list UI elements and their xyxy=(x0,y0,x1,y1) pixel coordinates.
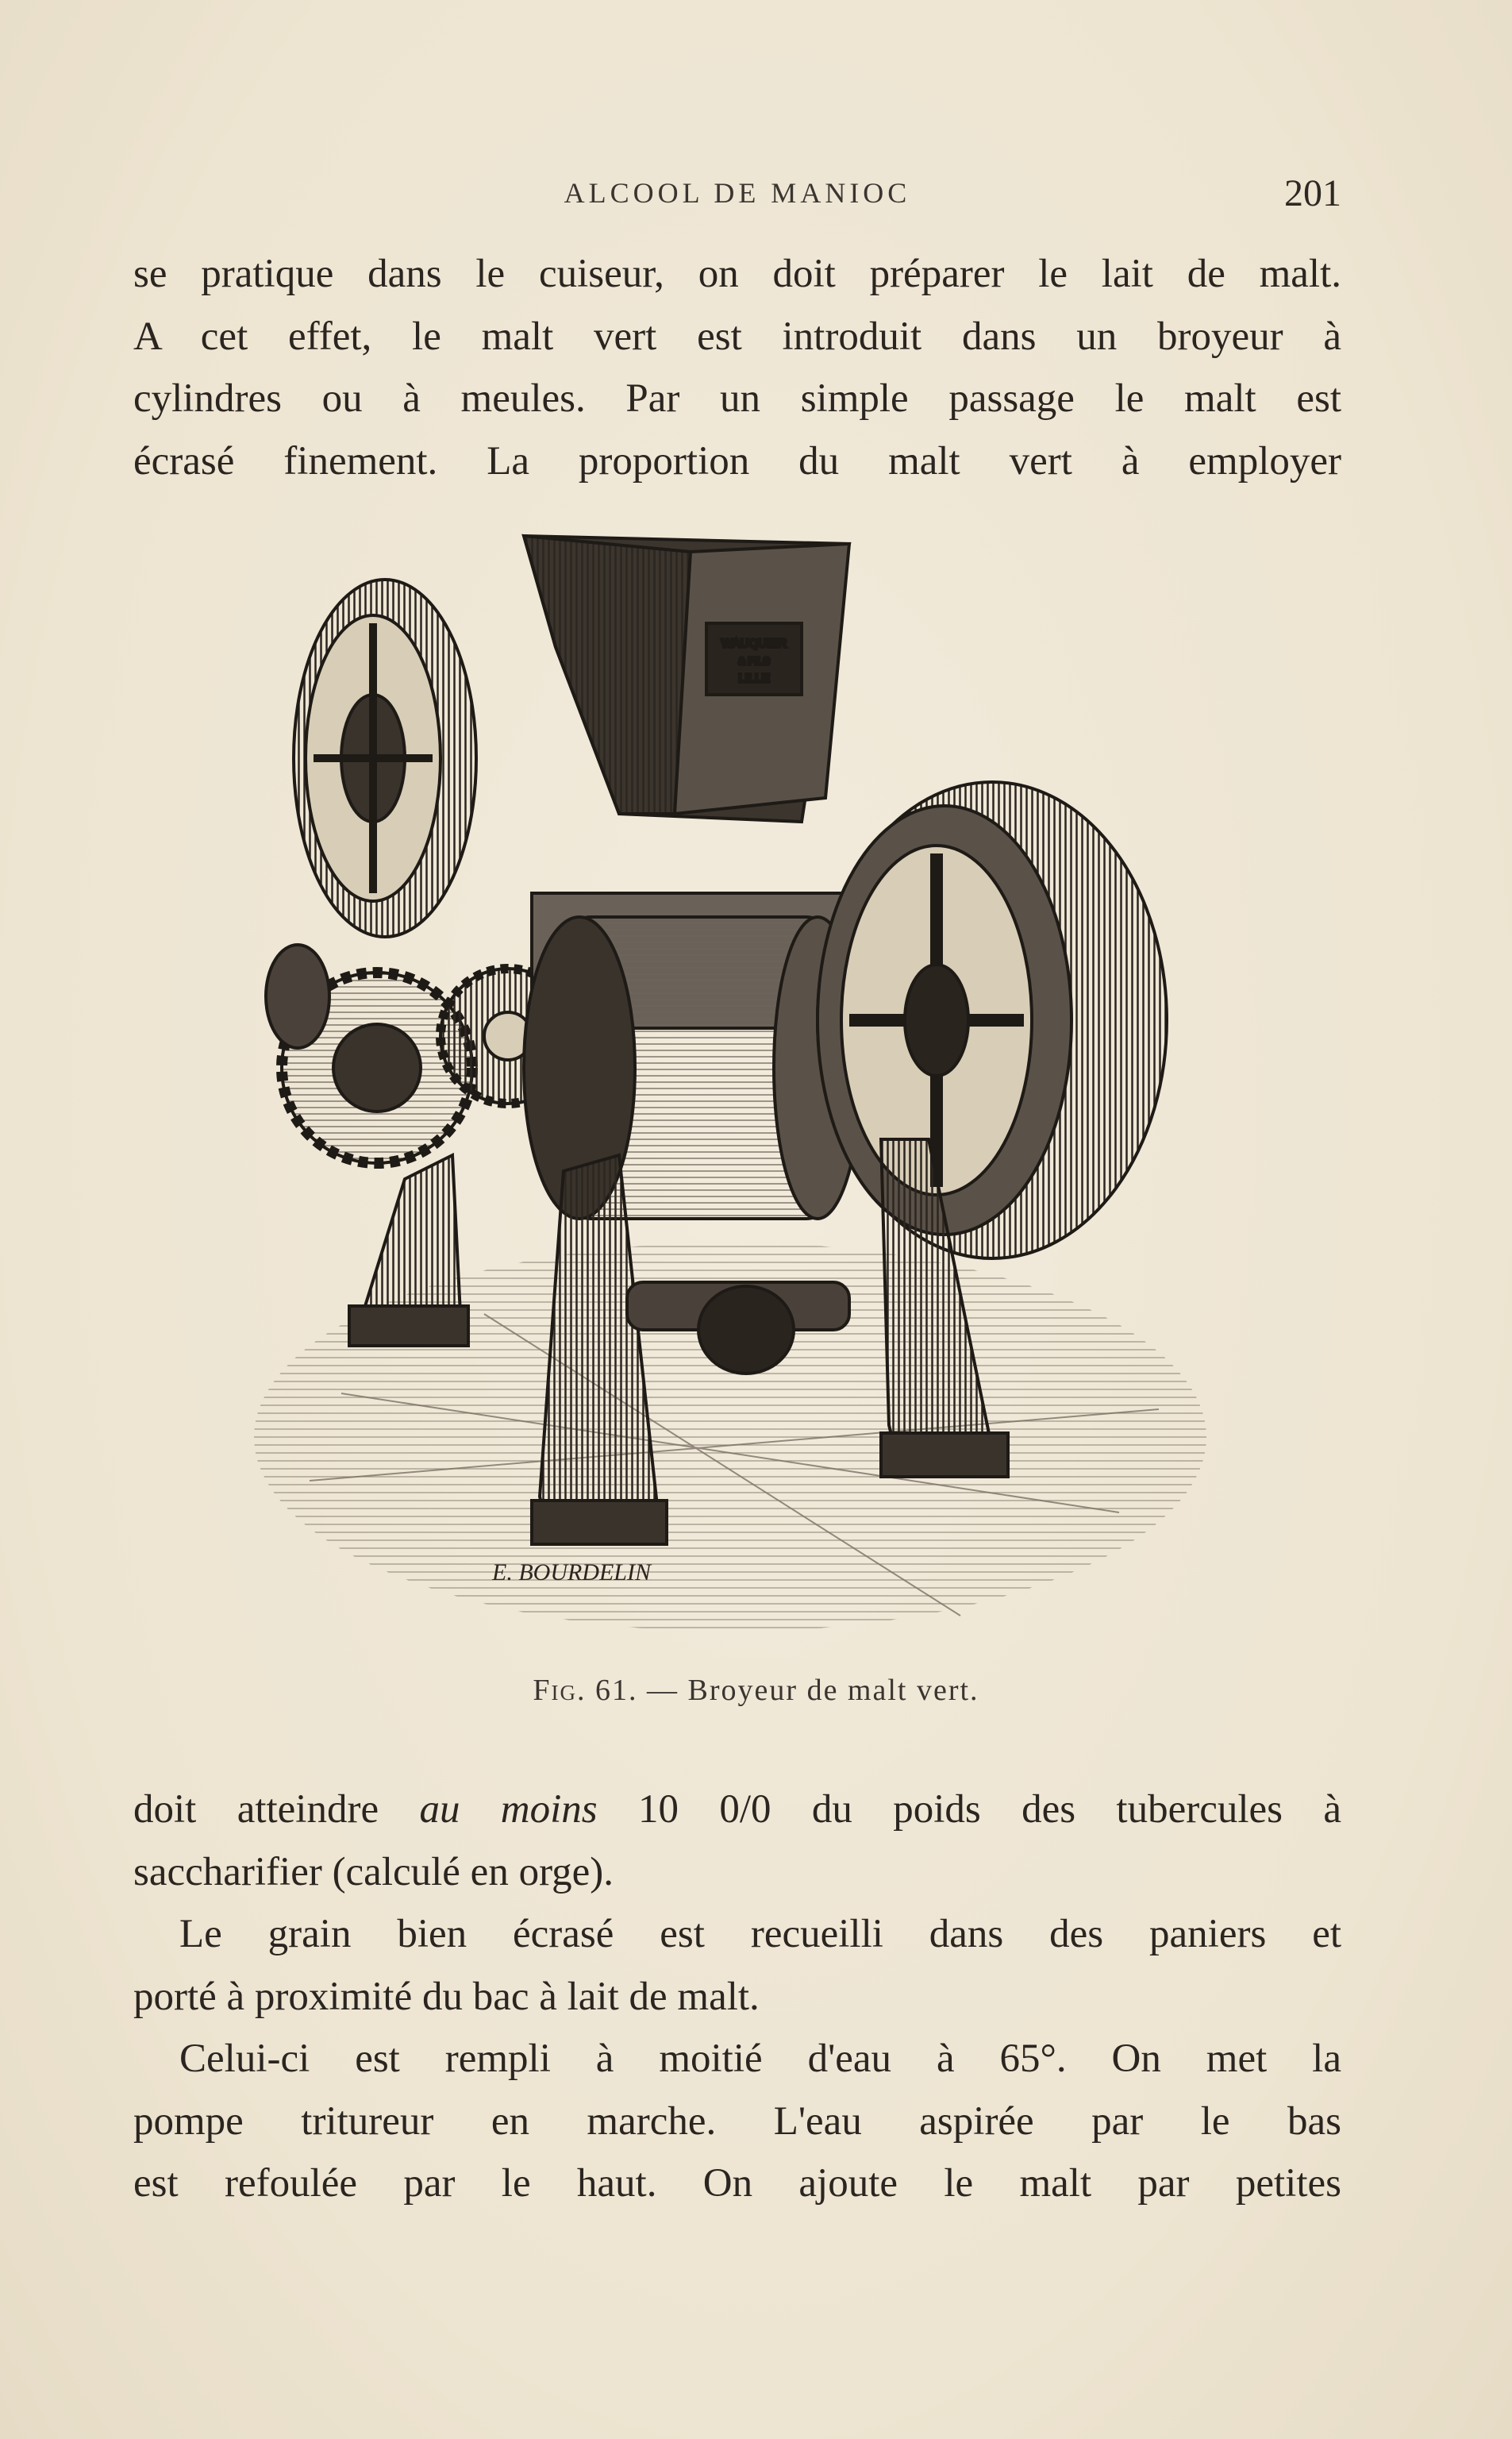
text-line: écrasé finement. La proportion du malt vert à employer xyxy=(133,438,1341,484)
text-line: est refoulée par le haut. On ajoute le malt par petites xyxy=(133,2161,1341,2206)
left-pulley xyxy=(294,580,476,937)
svg-text:& FILS: & FILS xyxy=(738,655,770,667)
top-paragraph xyxy=(133,243,1341,492)
hopper xyxy=(524,536,849,822)
running-title: ALCOOL DE MANIOC xyxy=(564,177,911,209)
text-line: pompe tritureur en marche. L'eau aspirée par le bas xyxy=(133,2098,1341,2144)
text-line: A cet effet, le malt vert est introduit dans un broyeur à xyxy=(133,314,1341,359)
text-line: porté à proximité du bac à lait de malt. xyxy=(133,1974,760,2019)
bottom-text xyxy=(133,1778,1341,2215)
svg-text:LILLE: LILLE xyxy=(738,672,770,685)
text-line: cylindres ou à meules. Par un simple passage le malt est xyxy=(133,376,1341,421)
text-line: se pratique dans le cuiseur, on doit préparer le lait de malt. xyxy=(133,252,1341,296)
engraving-illustration xyxy=(246,520,1246,1663)
text-line xyxy=(133,1778,1341,1841)
emphasis: au moins xyxy=(419,1787,598,1832)
figure-number: Fig. 61. xyxy=(533,1674,638,1707)
text-line: saccharifier (calculé en orge). xyxy=(133,1849,614,1894)
right-flywheel xyxy=(818,782,1167,1258)
maker-plate-text: WAUQUIER xyxy=(721,637,787,650)
page-header xyxy=(133,172,1341,224)
caption-dash: — xyxy=(647,1674,679,1707)
page-number: 201 xyxy=(1284,172,1341,214)
caption-text: Broyeur de malt vert. xyxy=(687,1674,979,1707)
engraver-signature: E. BOURDELIN xyxy=(492,1559,651,1586)
text-run: 10 0/0 du poids des tubercules à xyxy=(638,1787,1341,1832)
text-run: doit atteindre xyxy=(133,1787,379,1832)
text-line: Celui-ci est rempli à moitié d'eau à 65°. On met la xyxy=(179,2036,1341,2081)
text-line: Le grain bien écrasé est recueilli dans des paniers et xyxy=(179,1912,1341,1956)
malt-crusher-engraving xyxy=(246,520,1246,1663)
figure-caption xyxy=(0,1673,1512,1708)
